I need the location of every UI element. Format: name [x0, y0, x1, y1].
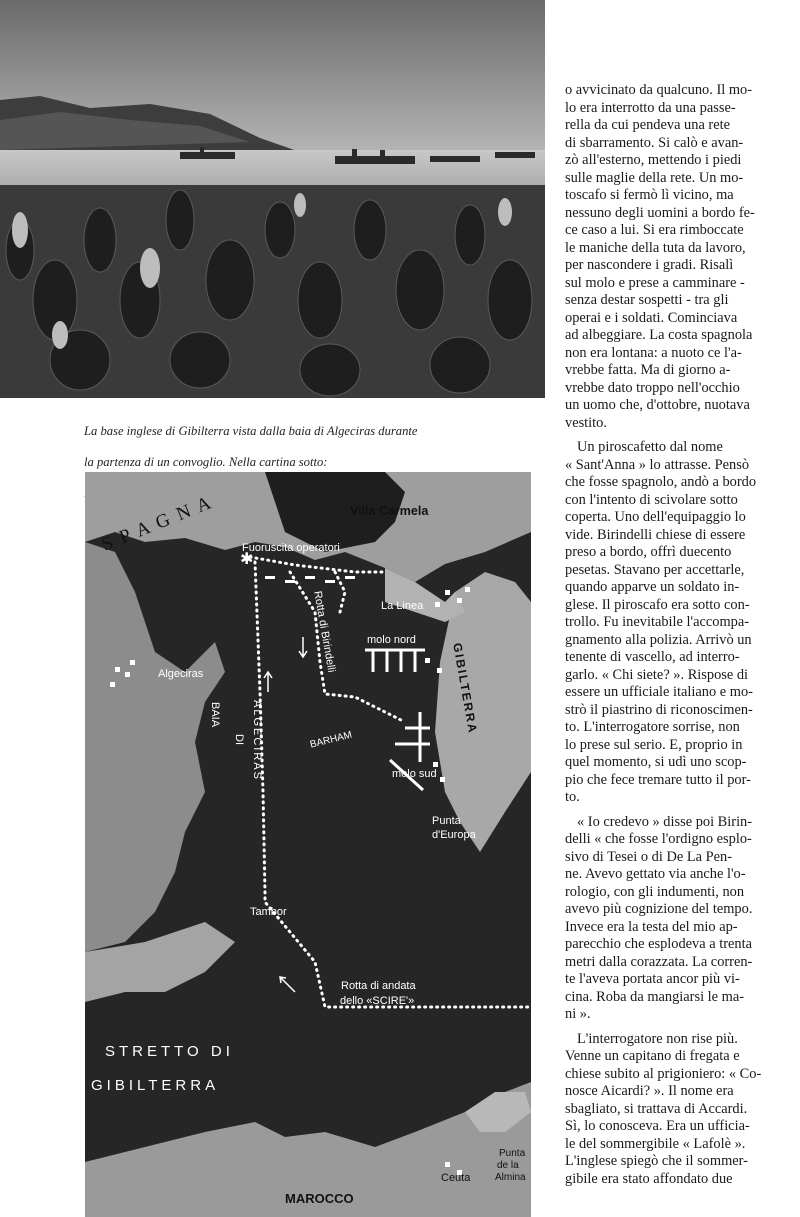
- map-label-punta: Punta: [432, 815, 461, 827]
- map-label-la-linea: La Linea: [381, 600, 424, 612]
- map-label-spagna: S P A G N A: [98, 491, 216, 556]
- map-label-di: DI: [233, 734, 246, 745]
- map-label-gibilterra-strait: GIBILTERRA: [91, 1077, 220, 1094]
- map-label-algeciras-bay: ALGECIRAS: [251, 700, 264, 781]
- map-label-baia: BAIA: [209, 702, 222, 728]
- article-paragraph: Un piroscafetto dal nome « Sant'Anna » lo attrasse. Pensò che fosse spagnolo, andò a bordo con l'intento di scivolare sotto coperta. Uno dell'equipaggio lo vide. Birindelli chiese di essere preso a bordo, offrì duecento pesetas. Stavano per accettarle, quando apparve un soldato in- glese. Il piroscafo era sotto con- trollo. Fu inevitabile l'accompa- gnamento alla polizia. Arrivò un tenente di vascello, ad interro- garlo. « Chi siete? ». Rispose di essere un ufficiale italiano e mo- strò il piastrino di riconoscimen- to. L'interrogatore sorrise, non lo prese sul serio. E, proprio in quel momento, si udì uno scop- pio che fece tremare tutto il por- to.: [565, 439, 757, 805]
- map-label-rotta-andata: Rotta di andata: [341, 980, 416, 992]
- map-label-stretto: STRETTO DI: [105, 1043, 234, 1060]
- map-label-molo-sud: molo sud: [392, 768, 437, 780]
- map-label-marocco: MAROCCO: [285, 1191, 354, 1206]
- map-label-algeciras: Algeciras: [158, 668, 204, 680]
- caption-line: La base inglese di Gibilterra vista dalla baia di Algeciras durante: [84, 423, 418, 438]
- gibraltar-photo: [0, 0, 545, 398]
- svg-text:✱: ✱: [240, 549, 254, 568]
- article-paragraph: « Io credevo » disse poi Birin- delli « che fosse l'ordigno esplo- sivo di Tesei o di De La Pen- ne. Avevo gettato via anche l'o- rologio, con gli indumenti, non avevo più cognizione del tempo. Invece era la testa del mio ap- parecchio che esplodeva a trenta metri dalla corazzata. La corren- te l'aveva portata ancor più vi- cina. Roba da mangiarsi le ma- ni ».: [565, 813, 753, 1022]
- article-column: [565, 82, 785, 1195]
- map-label-ceuta: Ceuta: [441, 1172, 471, 1184]
- caption-line: la partenza di un convoglio. Nella cartina sotto:: [84, 454, 328, 469]
- map-label-gibilterra: GIBILTERRA: [450, 641, 481, 736]
- map-label-scire: dello «SCIRE'»: [340, 995, 415, 1007]
- operations-map: [85, 472, 531, 1217]
- photo-illustration: [0, 0, 545, 398]
- map-label-punta-almina-3: Almina: [495, 1172, 526, 1183]
- map-label-rotta-birindelli: Rotta di Birindelli: [311, 590, 338, 674]
- map-graphic: [85, 472, 531, 1217]
- map-label-baia-algeciras: [209, 702, 233, 727]
- map-label-molo-nord: molo nord: [367, 634, 416, 646]
- map-label-europa: d'Europa: [432, 829, 476, 841]
- map-label-barham: BARHAM: [309, 729, 354, 751]
- map-label-punta-almina-1: Punta: [499, 1148, 526, 1159]
- map-label-tambor: Tambor: [250, 906, 287, 918]
- map-label-fuoruscita: Fuoruscita operatori: [242, 542, 340, 554]
- map-label-villa-carmela: Villa Carmela: [350, 504, 429, 518]
- map-label-punta-almina-2: de la: [497, 1160, 519, 1171]
- article-paragraph: L'interrogatore non rise più. Venne un capitano di fregata e chiese subito al prigioniero: « Co- nosce Aicardi? ». Il nome era sbagliato, si trattava di Accardi. Sì, lo conosceva. Era un ufficia- le del sommergibile « Lafolè ». L'inglese spiegò che il sommer- gibile era stato affondato due: [565, 1030, 762, 1187]
- article-paragraph: o avvicinato da qualcuno. Il mo- lo era interrotto da una passe- rella da cui pendeva una rete di sbarramento. Si calò e avan- zò all'esterno, mettendo i piedi sulle maglie della rete. Un mo- toscafo si fermò lì vicino, ma nessuno degli uomini a bordo fe- ce caso a lui. Si era rimboccate le maniche della tuta da lavoro, per nascondere i gradi. Risalì sul molo e prese a camminare - senza destar sospetti - tra gli operai e i soldati. Cominciava ad albeggiare. La costa spagnola non era lontana: a nuoto ce l'a- vrebbe fatta. Ma di giorno a- vrebbe dato troppo nell'occhio un uomo che, d'ottobre, nuotava vestito.: [565, 82, 755, 431]
